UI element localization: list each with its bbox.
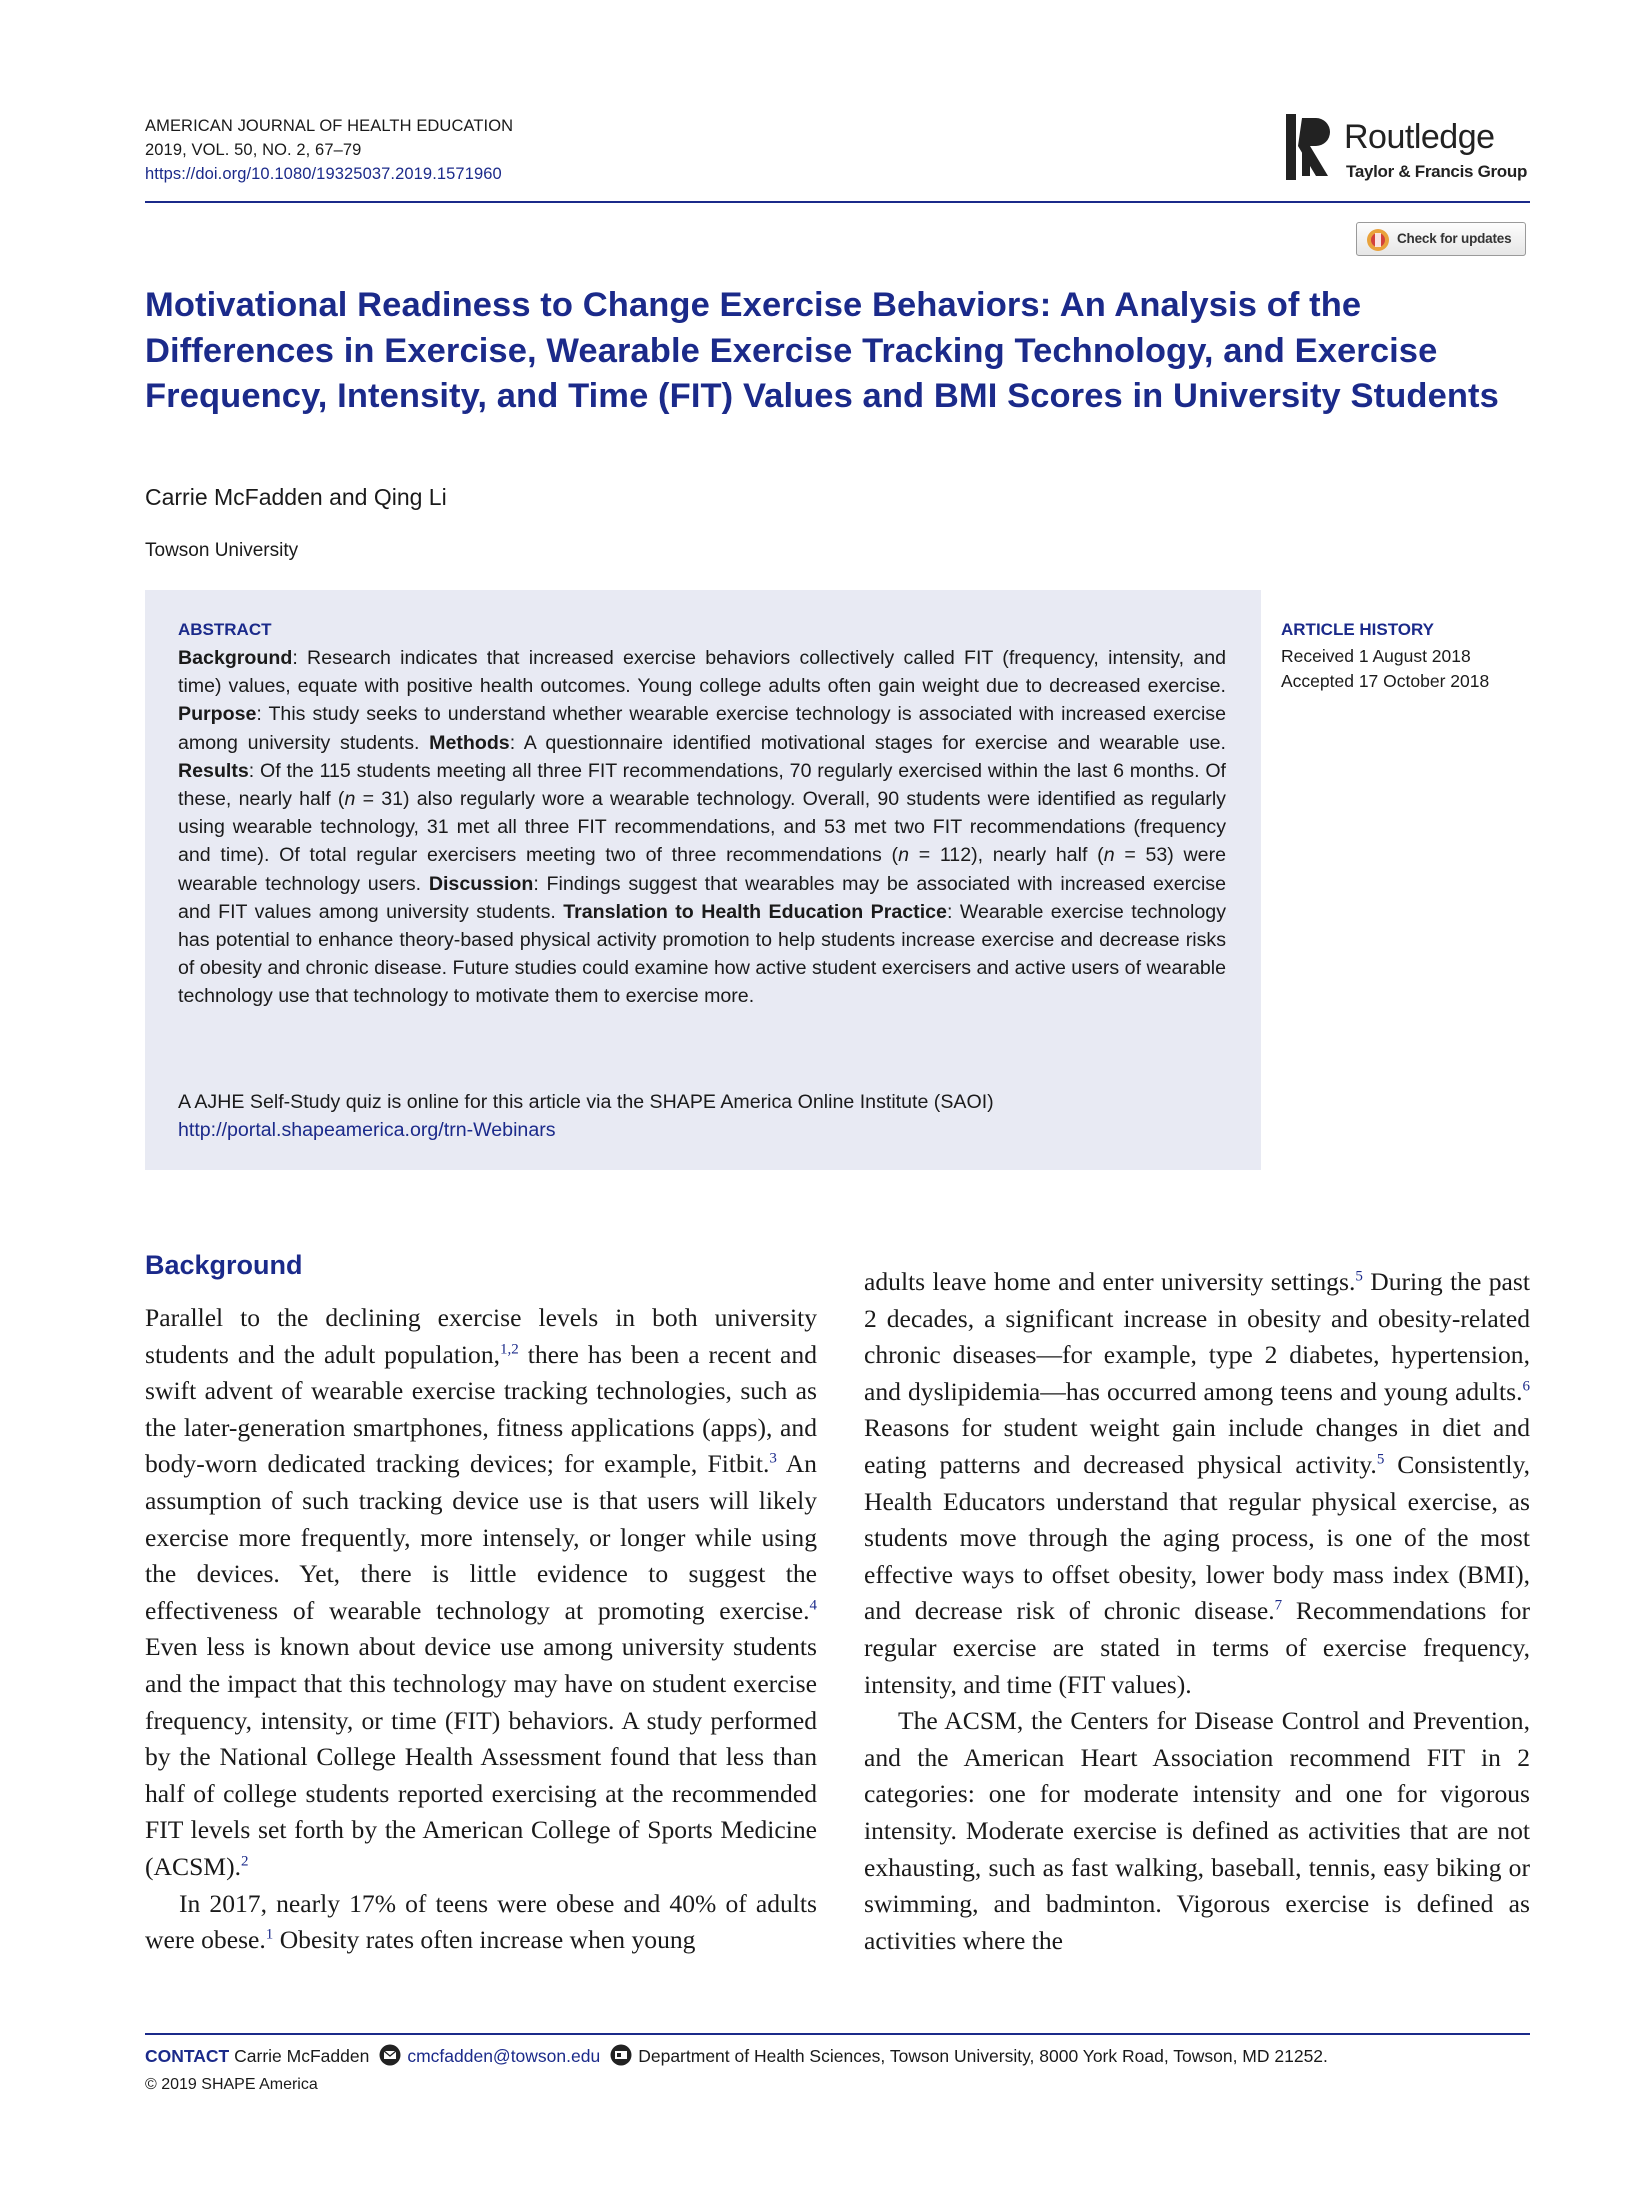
routledge-logo-icon (1282, 110, 1338, 184)
abstract-purpose: : This study seeks to understand whether wearable exercise technology is associated with increased exercise among university students. (178, 703, 1226, 754)
address-icon (610, 2044, 632, 2073)
body-text: Recommendations for regular exercise are stated in terms of exercise frequency, intensity, and time (FIT values). (864, 1596, 1530, 1699)
citation-ref[interactable]: 4 (809, 1597, 817, 1614)
citation-ref[interactable]: 2 (241, 1853, 249, 1870)
abstract-heading: ABSTRACT (178, 620, 272, 639)
quiz-link[interactable]: http://portal.shapeamerica.org/trn-Webinars (178, 1119, 556, 1142)
body-text: Reasons for student weight gain include changes in diet and eating patterns and decreased physical activity. (864, 1413, 1530, 1479)
article-history-heading: ARTICLE HISTORY (1281, 620, 1435, 639)
body-paragraph (145, 1300, 817, 1886)
citation-ref[interactable]: 3 (769, 1450, 777, 1467)
body-paragraph (145, 1886, 817, 1959)
abstract-results-a: : Of the 115 students meeting all three FIT recommendations, 70 regularly exercised within the last 6 months. Of these, nearly half ( (178, 759, 1226, 811)
header-divider (145, 201, 1530, 203)
body-paragraph: The ACSM, the Centers for Disease Control and Prevention, and the American Heart Association recommend FIT in 2 categories: one for moderate intensity and one for vigorous intensity. Moderate exercise is defined as activities that are not exhausting, such as fast walking, baseball, tennis, easy biking or swimming, and badminton. Vigorous exercise is defined as activities where the (864, 1706, 1530, 1955)
citation-ref[interactable]: 7 (1274, 1597, 1283, 1614)
article-authors: Carrie McFadden and Qing Li (145, 484, 447, 510)
citation-ref[interactable]: 6 (1522, 1378, 1530, 1395)
citation-ref[interactable]: 5 (1376, 1451, 1385, 1468)
body-paragraph (864, 1264, 1530, 1703)
citation-ref[interactable]: 1 (265, 1926, 274, 1943)
citation-ref[interactable]: 1,2 (500, 1341, 519, 1358)
email-icon (379, 2044, 401, 2073)
contact-address: Department of Health Sciences, Towson University, 8000 York Road, Towson, MD 21252. (638, 2046, 1328, 2066)
body-text: Consistently, Health Educators understand that regular physical exercise, as students move through the aging process, is one of the most effective ways to offset obesity, lower body mass index (BMI), and decrease risk of chronic disease. (864, 1449, 1530, 1626)
check-for-updates-label: Check for updates (1397, 231, 1512, 246)
body-text: Obesity rates often increase when young (273, 1925, 696, 1955)
publisher-group: Taylor & Francis Group (1346, 162, 1528, 181)
doi-link[interactable]: https://doi.org/10.1080/19325037.2019.1571960 (145, 165, 502, 183)
check-for-updates-button[interactable] (1356, 222, 1526, 256)
received-date: Received 1 August 2018 (1281, 646, 1471, 666)
abstract-translation: : Wearable exercise technology has potential to enhance theory-based physical activity promotion to help students increase exercise and decrease risks of obesity and chronic disease. Future studies could examine how active student exercisers and active users of wearable technology use that technology to motivate them to exercise more. (178, 900, 1226, 1008)
body-text: adults leave home and enter university settings. (864, 1267, 1356, 1296)
publisher-name: Routledge (1344, 118, 1495, 156)
article-title: Motivational Readiness to Change Exercise Behaviors: An Analysis of the Differences in Exercise, Wearable Exercise Tracking Technology, and Exercise Frequency, Intensity, and Time (FIT) Values and BMI Scores in University Students (145, 286, 1499, 415)
section-heading-background: Background (145, 1250, 303, 1280)
publisher-logo (1282, 110, 1530, 190)
body-text: Even less is known about device use among university students and the impact that this technology may have on student exercise frequency, intensity, or time (FIT) behaviors. A study performed by the National College Health Assessment found that less than half of college students reported exercising at the recommended FIT levels set forth by the American College of Sports Medicine (ACSM). (145, 1632, 817, 1881)
journal-meta (145, 114, 513, 186)
abstract-background: : Research indicates that increased exercise behaviors collectively called FIT (frequency, intensity, and time) values, equate with positive health outcomes. Young college adults often gain weight due to decreased exercise. (178, 647, 1226, 698)
body-text: Parallel to the declining exercise levels in both university students and the adult population, (145, 1303, 817, 1369)
abstract-results-c: = 112), nearly half ( (908, 844, 1104, 867)
abstract-discussion-label: Discussion (428, 872, 534, 895)
abstract-methods: : A questionnaire identified motivational stages for exercise and wearable use. (509, 731, 1226, 754)
abstract-translation-label: Translation to Health Education Practice (563, 900, 947, 923)
abstract-results-label: Results (178, 759, 249, 782)
abstract-text (178, 644, 1226, 1011)
abstract-discussion: : Findings suggest that wearables may be associated with increased exercise and FIT values among university students. (178, 872, 1226, 923)
crossmark-icon (1366, 228, 1390, 252)
footer-divider (145, 2033, 1530, 2035)
abstract-background-label: Background (178, 647, 293, 669)
journal-volume: 2019, VOL. 50, NO. 2, 67–79 (145, 141, 362, 159)
body-column-left (145, 1300, 817, 1959)
n-symbol: n (344, 788, 356, 811)
abstract-purpose-label: Purpose (178, 703, 257, 726)
contact-line (145, 2043, 1328, 2073)
quiz-note (178, 1088, 1226, 1144)
author-affiliation: Towson University (145, 540, 299, 561)
abstract-results-b: = 31) also regularly wore a wearable technology. Overall, 90 students were identified as regularly using wearable technology, 31 met all three FIT recommendations, and 53 met two FIT recommendations (frequency and time). Of total regular exercisers meeting two of three recommendations ( (178, 788, 1226, 867)
copyright: © 2019 SHAPE America (145, 2076, 318, 2093)
n-symbol: n (898, 844, 909, 867)
journal-name: AMERICAN JOURNAL OF HEALTH EDUCATION (145, 117, 514, 135)
body-text: In 2017, nearly 17% of teens were obese and 40% of adults were obese. (145, 1888, 817, 1955)
accepted-date: Accepted 17 October 2018 (1281, 671, 1490, 691)
contact-email-link[interactable]: cmcfadden@towson.edu (407, 2046, 601, 2066)
body-text: During the past 2 decades, a significant increase in obesity and obesity-related chronic diseases—for example, type 2 diabetes, hypertension, and dyslipidemia—has occurred among teens and young adults. (864, 1267, 1530, 1406)
n-symbol: n (1103, 844, 1115, 867)
contact-label: CONTACT (145, 2046, 230, 2066)
body-column-right (864, 1264, 1530, 1959)
abstract-results-d: = 53) were wearable technology users. (178, 844, 1227, 895)
citation-ref[interactable]: 5 (1355, 1268, 1363, 1285)
contact-name: Carrie McFadden (234, 2046, 370, 2066)
quiz-text: A AJHE Self-Study quiz is online for this article via the SHAPE America Online Institute (SAOI) (178, 1091, 994, 1113)
body-text: there has been a recent and swift advent of wearable exercise tracking technologies, such as the later-generation smartphones, fitness applications (apps), and body-worn dedicated tracking devices; for example, Fitbit. (145, 1339, 817, 1479)
body-text: An assumption of such tracking device use is that users will likely exercise more frequently, more intensely, or longer while using the devices. Yet, there is little evidence to suggest the effectiveness of wearable technology at promoting exercise. (145, 1449, 817, 1625)
abstract-methods-label: Methods (429, 731, 510, 754)
